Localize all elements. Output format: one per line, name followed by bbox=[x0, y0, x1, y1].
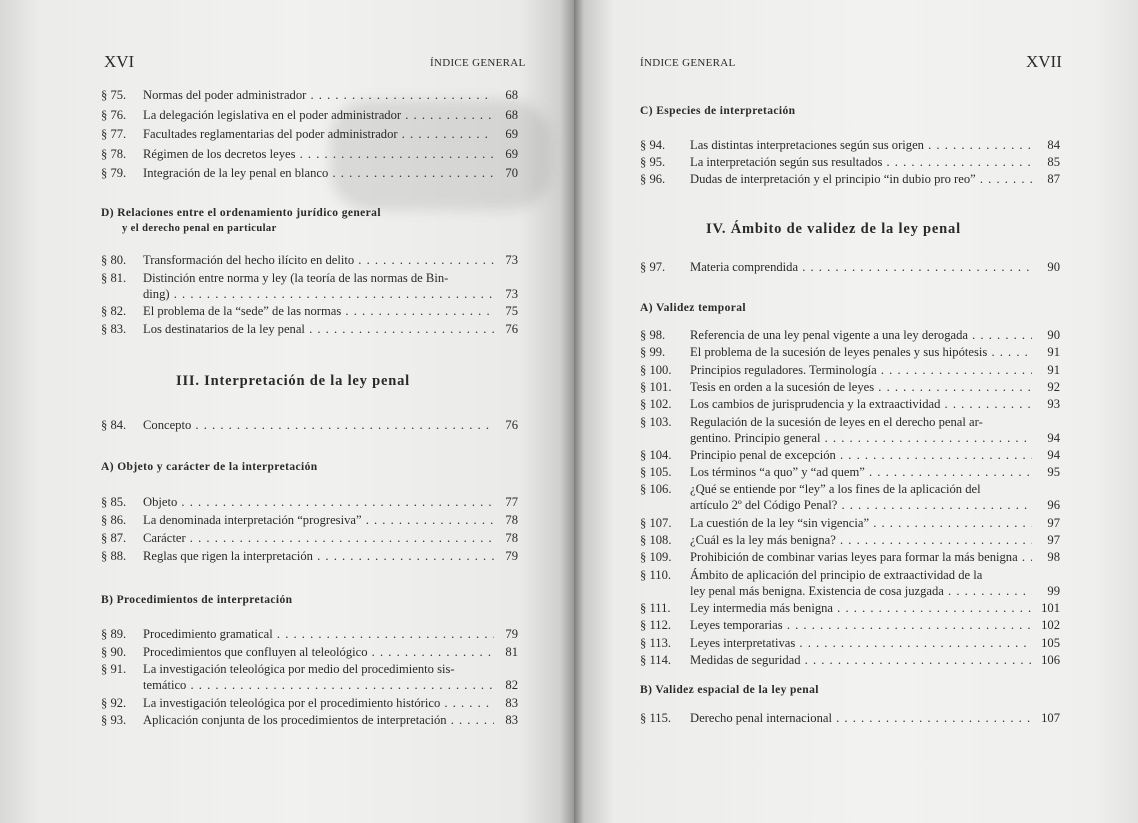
toc-entry bbox=[640, 617, 1060, 633]
toc-entry bbox=[101, 512, 518, 528]
toc-entry-title: La interpretación según sus resultados bbox=[690, 155, 883, 169]
toc-entry bbox=[101, 548, 518, 564]
toc-entry-title: Regulación de la sucesión de leyes en el derecho penal ar- bbox=[690, 414, 983, 429]
toc-section-number: § 103. bbox=[640, 414, 672, 429]
toc-section-number: § 93. bbox=[101, 713, 127, 727]
toc-page-number: 97 bbox=[1047, 515, 1060, 530]
left-running-head: ÍNDICE GENERAL bbox=[430, 57, 526, 69]
toc-page-number: 90 bbox=[1047, 260, 1060, 274]
toc-entry-title: El problema de la “sede” de las normas bbox=[143, 304, 342, 318]
toc-entry-title: Las distintas interpretaciones según sus origen bbox=[690, 138, 924, 152]
toc-entry-title: Objeto bbox=[143, 495, 178, 509]
toc-section-number: § 110. bbox=[640, 567, 672, 582]
toc-entry bbox=[640, 635, 1060, 651]
toc-entry-title-continued: temático bbox=[143, 678, 187, 692]
toc-section-number: § 113. bbox=[640, 635, 672, 650]
toc-entry-title: Aplicación conjunta de los procedimientos de interpretación bbox=[143, 713, 447, 727]
toc-page-number: 78 bbox=[505, 531, 518, 545]
toc-section-number: § 107. bbox=[640, 515, 672, 530]
toc-page-number: 73 bbox=[505, 286, 518, 301]
section-heading-a-right: A) Validez temporal bbox=[640, 302, 746, 314]
toc-entry-title: Los cambios de jurisprudencia y la extraactividad bbox=[690, 397, 941, 412]
toc-section-number: § 99. bbox=[640, 345, 666, 360]
toc-section-number: § 111. bbox=[640, 600, 671, 615]
toc-entry bbox=[640, 447, 1060, 463]
toc-page-number: 75 bbox=[505, 304, 518, 318]
toc-entry-title: Integración de la ley penal en blanco bbox=[143, 166, 329, 181]
toc-page-number: 92 bbox=[1047, 379, 1060, 394]
toc-page-number: 73 bbox=[505, 253, 518, 267]
toc-page-number: 105 bbox=[1041, 635, 1060, 650]
toc-page-number: 91 bbox=[1047, 345, 1060, 360]
toc-entry bbox=[640, 362, 1060, 378]
right-running-head: ÍNDICE GENERAL bbox=[640, 57, 736, 69]
toc-entry bbox=[101, 146, 518, 162]
toc-entry bbox=[640, 481, 1060, 513]
toc-entry-title: Principio penal de excepción bbox=[690, 447, 836, 462]
toc-section-number: § 97. bbox=[640, 260, 666, 274]
toc-entry-title: Principios reguladores. Terminología bbox=[690, 362, 877, 377]
toc-entry-title: Prohibición de combinar varias leyes para formar la más benigna bbox=[690, 550, 1018, 565]
toc-entry-title: Derecho penal internacional bbox=[690, 711, 832, 725]
toc-section-number: § 86. bbox=[101, 513, 127, 527]
toc-section-number: § 95. bbox=[640, 155, 666, 169]
toc-section-number: § 92. bbox=[101, 695, 127, 710]
toc-entry bbox=[640, 464, 1060, 480]
toc-entry bbox=[640, 137, 1060, 153]
toc-section-number: § 77. bbox=[101, 127, 127, 142]
toc-entry-title: La investigación teleológica por el procedimiento histórico bbox=[143, 695, 441, 710]
toc-page-number: 90 bbox=[1047, 328, 1060, 342]
toc-section-number: § 106. bbox=[640, 482, 672, 497]
toc-section-number: § 98. bbox=[640, 328, 666, 342]
toc-page-number: 69 bbox=[505, 127, 518, 142]
toc-section-number: § 80. bbox=[101, 253, 127, 267]
toc-page-number: 102 bbox=[1041, 618, 1060, 633]
toc-entry bbox=[640, 259, 1060, 275]
toc-section-number: § 79. bbox=[101, 166, 127, 181]
section-heading-b-left: B) Procedimientos de interpretación bbox=[101, 594, 293, 606]
toc-entry bbox=[640, 379, 1060, 395]
toc-entry bbox=[101, 165, 518, 181]
toc-entry bbox=[101, 712, 518, 728]
chapter-iv-heading: IV. Ámbito de validez de la ley penal bbox=[706, 221, 961, 237]
toc-page-number: 78 bbox=[505, 513, 518, 527]
toc-section-number: § 90. bbox=[101, 644, 127, 659]
toc-page-number: 83 bbox=[505, 713, 518, 727]
toc-entry bbox=[101, 87, 518, 103]
toc-entry-title-continued: ding) bbox=[143, 286, 170, 301]
toc-entry bbox=[101, 303, 518, 319]
toc-entry bbox=[640, 600, 1060, 616]
toc-entry-title: Régimen de los decretos leyes bbox=[143, 146, 296, 161]
toc-section-number: § 76. bbox=[101, 107, 127, 122]
toc-entry bbox=[640, 154, 1060, 170]
toc-page-number: 106 bbox=[1041, 652, 1060, 667]
toc-section-number: § 81. bbox=[101, 270, 127, 285]
toc-entry-title: Leyes interpretativas bbox=[690, 635, 796, 650]
toc-page-number: 81 bbox=[505, 644, 518, 659]
toc-page-number: 84 bbox=[1047, 138, 1060, 152]
toc-page-number: 83 bbox=[505, 695, 518, 710]
toc-entry bbox=[640, 414, 1060, 446]
toc-section-number: § 115. bbox=[640, 711, 672, 725]
toc-section-number: § 112. bbox=[640, 618, 672, 633]
toc-entry-title: Concepto bbox=[143, 418, 192, 432]
toc-entry-title: Ámbito de aplicación del principio de extraactividad de la bbox=[690, 567, 983, 582]
toc-section-number: § 89. bbox=[101, 627, 127, 641]
toc-page-number: 96 bbox=[1047, 498, 1060, 513]
toc-page-number: 68 bbox=[505, 107, 518, 122]
toc-entry-title: Tesis en orden a la sucesión de leyes bbox=[690, 379, 875, 394]
toc-entry-title: ¿Cuál es la ley más benigna? bbox=[690, 533, 836, 547]
toc-section-number: § 109. bbox=[640, 550, 672, 565]
toc-entry bbox=[101, 494, 518, 510]
toc-entry-title: Facultades reglamentarias del poder administrador bbox=[143, 127, 398, 142]
toc-section-number: § 83. bbox=[101, 321, 127, 336]
toc-entry-title: Distinción entre norma y ley (la teoría de las normas de Bin- bbox=[143, 270, 449, 285]
toc-section-number: § 75. bbox=[101, 88, 127, 102]
toc-page-number: 82 bbox=[505, 678, 518, 692]
toc-entry-title-continued: gentino. Principio general bbox=[690, 430, 821, 445]
toc-page-number: 99 bbox=[1047, 583, 1060, 598]
toc-entry-title: El problema de la sucesión de leyes penales y sus hipótesis bbox=[690, 345, 988, 360]
chapter-iii-heading: III. Interpretación de la ley penal bbox=[176, 373, 410, 389]
section-heading-a-left: A) Objeto y carácter de la interpretación bbox=[101, 461, 318, 473]
toc-section-number: § 114. bbox=[640, 652, 672, 667]
toc-entry-title: Procedimientos que confluyen al teleológico bbox=[143, 644, 368, 659]
toc-entry bbox=[640, 532, 1060, 548]
toc-entry bbox=[101, 695, 518, 711]
toc-entry-title: ¿Qué se entiende por “ley” a los fines de la aplicación del bbox=[690, 482, 981, 497]
toc-entry bbox=[640, 396, 1060, 412]
toc-entry-title: La investigación teleológica por medio del procedimiento sis- bbox=[143, 662, 455, 676]
toc-page-number: 85 bbox=[1047, 155, 1060, 169]
toc-entry-title: Materia comprendida bbox=[690, 260, 799, 274]
toc-section-number: § 87. bbox=[101, 531, 127, 545]
toc-entry bbox=[640, 327, 1060, 343]
toc-entry-title: Referencia de una ley penal vigente a una ley derogada bbox=[690, 328, 968, 342]
toc-entry-title-continued: ley penal más benigna. Existencia de cosa juzgada bbox=[690, 583, 944, 598]
right-folio: XVII bbox=[1026, 52, 1062, 71]
toc-entry bbox=[101, 321, 518, 337]
toc-entry-title-continued: artículo 2º del Código Penal? bbox=[690, 498, 838, 513]
toc-page-number: 69 bbox=[505, 146, 518, 161]
toc-entry-title: Medidas de seguridad bbox=[690, 652, 801, 667]
toc-section-number: § 88. bbox=[101, 549, 127, 563]
toc-page-number: 76 bbox=[505, 321, 518, 336]
toc-entry bbox=[101, 252, 518, 268]
toc-entry bbox=[101, 417, 518, 433]
toc-page-number: 87 bbox=[1047, 172, 1060, 186]
toc-entry-title: Normas del poder administrador bbox=[143, 88, 307, 102]
toc-entry-title: Carácter bbox=[143, 531, 186, 545]
toc-page-number: 98 bbox=[1047, 550, 1060, 565]
toc-page-number: 77 bbox=[505, 495, 518, 509]
toc-entry-title: La cuestión de la ley “sin vigencia” bbox=[690, 515, 870, 530]
toc-entry-title: Transformación del hecho ilícito en delito bbox=[143, 253, 355, 267]
toc-section-number: § 108. bbox=[640, 533, 672, 547]
toc-page-number: 76 bbox=[505, 418, 518, 432]
toc-entry bbox=[640, 515, 1060, 531]
toc-entry bbox=[640, 549, 1060, 565]
toc-page-number: 97 bbox=[1047, 533, 1060, 547]
toc-section-number: § 104. bbox=[640, 447, 672, 462]
toc-entry-title: La delegación legislativa en el poder administrador bbox=[143, 107, 402, 122]
toc-section-number: § 96. bbox=[640, 172, 666, 186]
toc-section-number: § 101. bbox=[640, 379, 672, 394]
toc-page-number: 79 bbox=[505, 627, 518, 641]
toc-entry bbox=[101, 270, 518, 302]
left-folio: XVI bbox=[104, 52, 135, 71]
section-heading-d-line2: y el derecho penal en particular bbox=[122, 223, 277, 234]
section-heading-c: C) Especies de interpretación bbox=[640, 105, 796, 117]
toc-entry bbox=[640, 652, 1060, 668]
toc-section-number: § 94. bbox=[640, 138, 666, 152]
toc-entry bbox=[101, 126, 518, 142]
toc-entry bbox=[101, 530, 518, 546]
section-heading-d: D) Relaciones entre el ordenamiento jurídico general bbox=[101, 207, 381, 219]
toc-entry-title: Procedimiento gramatical bbox=[143, 627, 273, 641]
toc-section-number: § 84. bbox=[101, 418, 127, 432]
toc-section-number: § 85. bbox=[101, 495, 127, 509]
toc-section-number: § 91. bbox=[101, 662, 127, 676]
toc-page-number: 93 bbox=[1047, 397, 1060, 412]
toc-page-number: 94 bbox=[1047, 430, 1060, 445]
toc-entry-title: La denominada interpretación “progresiva” bbox=[143, 513, 362, 527]
toc-page-number: 68 bbox=[505, 88, 518, 102]
toc-entry bbox=[640, 171, 1060, 187]
section-heading-b-right: B) Validez espacial de la ley penal bbox=[640, 684, 819, 696]
toc-page-number: 79 bbox=[505, 549, 518, 563]
toc-entry-title: Leyes temporarias bbox=[690, 618, 783, 633]
toc-section-number: § 82. bbox=[101, 304, 127, 318]
toc-section-number: § 100. bbox=[640, 362, 672, 377]
toc-section-number: § 105. bbox=[640, 465, 672, 480]
toc-page-number: 70 bbox=[505, 166, 518, 181]
toc-entry-title: Ley intermedia más benigna bbox=[690, 600, 834, 615]
right-page bbox=[574, 0, 1138, 823]
toc-entry-title: Los destinatarios de la ley penal bbox=[143, 321, 305, 336]
toc-page-number: 101 bbox=[1041, 600, 1060, 615]
toc-entry bbox=[101, 107, 518, 123]
toc-entry bbox=[101, 644, 518, 660]
toc-entry bbox=[640, 344, 1060, 360]
toc-page-number: 94 bbox=[1047, 447, 1060, 462]
toc-page-number: 91 bbox=[1047, 362, 1060, 377]
toc-entry bbox=[101, 661, 518, 693]
toc-entry-title: Dudas de interpretación y el principio “in dubio pro reo” bbox=[690, 172, 976, 186]
toc-section-number: § 102. bbox=[640, 397, 672, 412]
toc-entry bbox=[640, 567, 1060, 599]
toc-entry bbox=[101, 626, 518, 642]
toc-page-number: 95 bbox=[1047, 465, 1060, 480]
toc-page-number: 107 bbox=[1041, 711, 1060, 725]
toc-section-number: § 78. bbox=[101, 146, 127, 161]
toc-entry-title: Reglas que rigen la interpretación bbox=[143, 549, 313, 563]
toc-entry bbox=[640, 710, 1060, 726]
toc-entry-title: Los términos “a quo” y “ad quem” bbox=[690, 465, 865, 480]
